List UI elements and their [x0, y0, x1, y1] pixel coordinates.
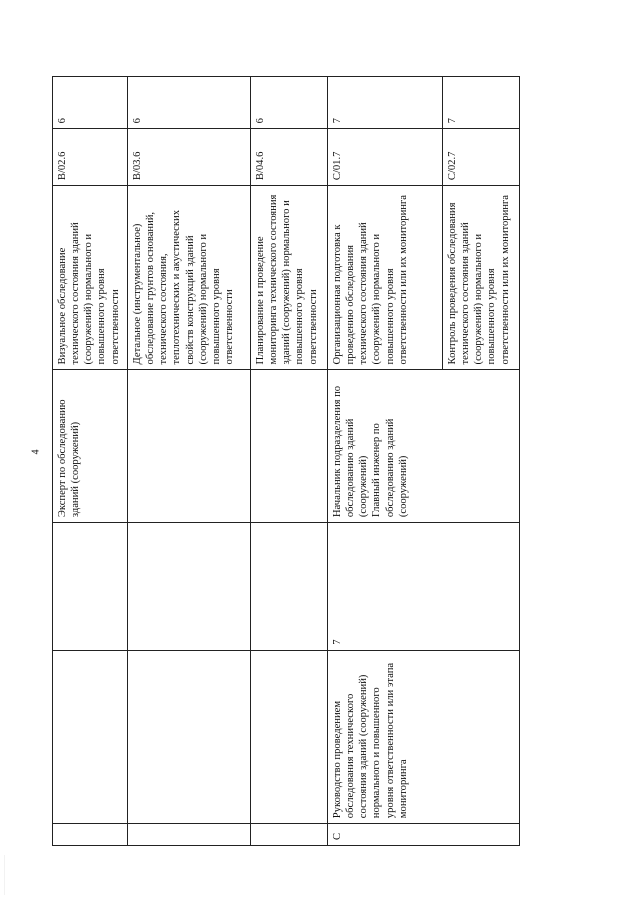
position-title-cell [328, 370, 520, 523]
generalized-function-name-cell [128, 650, 251, 823]
labor-function-code-cell: B/03.6 [128, 129, 251, 186]
labor-function-cell: Планирование и проведение мониторинга технического состояния зданий (сооружений) нормального и повышенного уровня ответственности [251, 186, 328, 370]
table-row [251, 77, 328, 846]
generalized-function-name-cell [251, 650, 328, 823]
scan-edge-mark [4, 855, 7, 895]
labor-function-level-cell: 7 [443, 77, 520, 129]
generalized-function-name-cell: Руководство проведением обследования технического состояния зданий (сооружений) нормального и повышенного уровня ответственности или этапа мониторинга [328, 650, 520, 823]
qualification-level-cell [128, 523, 251, 651]
labor-function-code-cell: C/01.7 [328, 129, 443, 186]
table-row [128, 77, 251, 846]
table-row [328, 77, 443, 846]
qualification-functions-table [52, 76, 520, 846]
qualification-level-cell: 7 [328, 523, 520, 651]
qualification-level-cell [251, 523, 328, 651]
labor-function-cell: Контроль проведения обследования технического состояния зданий (сооружений) нормального и повышенного уровня ответственности или их мониторинга [443, 186, 520, 370]
labor-function-level-cell: 7 [328, 77, 443, 129]
page-number: 4 [30, 449, 42, 455]
labor-function-level-cell: 6 [53, 77, 128, 129]
position-title-text: Начальник подразделения по обследованию зданий (сооружений) Главный инженер по обследованию зданий (сооружений) [332, 385, 409, 518]
labor-function-level-cell: 6 [251, 77, 328, 129]
labor-function-code-cell: B/04.6 [251, 129, 328, 186]
position-title-cell [128, 370, 251, 523]
generalized-function-code-cell [251, 824, 328, 846]
qualification-level-cell [53, 523, 128, 651]
table-row [53, 77, 128, 846]
generalized-function-code-cell [128, 824, 251, 846]
position-title-cell [251, 370, 328, 523]
rotated-table-wrapper [52, 76, 552, 846]
labor-function-code-cell: C/02.7 [443, 129, 520, 186]
generalized-function-code-cell: C [328, 824, 520, 846]
generalized-function-code-cell [53, 824, 128, 846]
position-title-cell: Эксперт по обследованию зданий (сооружений) [53, 370, 128, 523]
labor-function-cell: Детальное (инструментальное) обследование грунтов оснований, технического состояния, теплотехнических и акустических свойств конструкций зданий (сооружений) нормального и повышенного уровня ответственности [128, 186, 251, 370]
generalized-function-name-cell [53, 650, 128, 823]
labor-function-level-cell: 6 [128, 77, 251, 129]
labor-function-cell: Организационная подготовка к проведению обследования технического состояния зданий (сооружений) нормального и повышенного уровня ответственности или их мониторинга [328, 186, 443, 370]
labor-function-cell: Визуальное обследование технического состояния зданий (сооружений) нормального и повышенного уровня ответственности [53, 186, 128, 370]
labor-function-code-cell: B/02.6 [53, 129, 128, 186]
